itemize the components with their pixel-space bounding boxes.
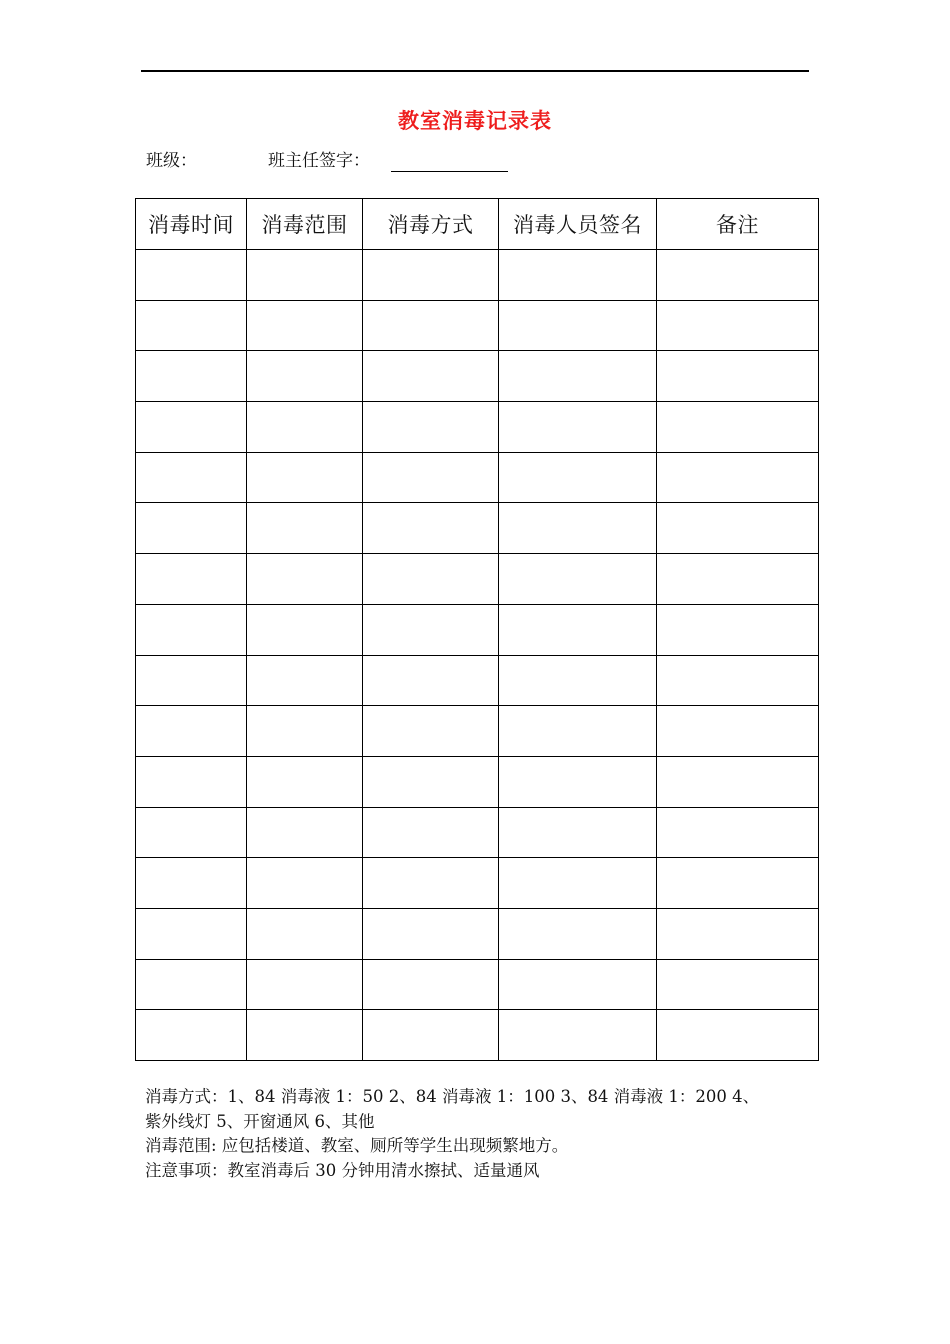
table-cell[interactable] bbox=[657, 604, 819, 655]
meta-row bbox=[0, 146, 950, 176]
table-cell[interactable] bbox=[363, 554, 499, 605]
table-cell[interactable] bbox=[247, 807, 363, 858]
table-cell[interactable] bbox=[657, 908, 819, 959]
table-cell[interactable] bbox=[247, 1010, 363, 1061]
table-header-row bbox=[136, 199, 819, 250]
header-rule bbox=[141, 70, 809, 72]
disinfection-scope-note: 消毒范围: 应包括楼道、教室、厕所等学生出现频繁地方。 bbox=[145, 1136, 569, 1155]
table-cell[interactable] bbox=[363, 959, 499, 1010]
column-header: 消毒方式 bbox=[363, 199, 499, 250]
table-cell[interactable] bbox=[499, 452, 657, 503]
table-cell[interactable] bbox=[136, 452, 247, 503]
table-cell[interactable] bbox=[657, 858, 819, 909]
class-label: 班级： bbox=[146, 151, 197, 171]
table-cell[interactable] bbox=[657, 452, 819, 503]
column-header: 备注 bbox=[657, 199, 819, 250]
disinfection-record-table bbox=[135, 198, 819, 1061]
table-cell[interactable] bbox=[247, 351, 363, 402]
teacher-signature-label: 班主任签字： bbox=[268, 151, 370, 171]
table-cell[interactable] bbox=[136, 250, 247, 301]
table-cell[interactable] bbox=[136, 554, 247, 605]
table-cell[interactable] bbox=[247, 452, 363, 503]
table-row bbox=[136, 959, 819, 1010]
column-header: 消毒人员签名 bbox=[499, 199, 657, 250]
table-cell[interactable] bbox=[247, 959, 363, 1010]
table-cell[interactable] bbox=[499, 554, 657, 605]
table-cell[interactable] bbox=[136, 300, 247, 351]
table-cell[interactable] bbox=[657, 807, 819, 858]
table-cell[interactable] bbox=[363, 858, 499, 909]
table-cell[interactable] bbox=[136, 402, 247, 453]
table-cell[interactable] bbox=[363, 706, 499, 757]
table-cell[interactable] bbox=[363, 503, 499, 554]
table-cell[interactable] bbox=[363, 807, 499, 858]
table-cell[interactable] bbox=[136, 908, 247, 959]
document-title: 教室消毒记录表 bbox=[398, 108, 552, 133]
table-row bbox=[136, 604, 819, 655]
table-cell[interactable] bbox=[657, 250, 819, 301]
table-cell[interactable] bbox=[657, 300, 819, 351]
table-row bbox=[136, 554, 819, 605]
table-cell[interactable] bbox=[247, 655, 363, 706]
disinfection-method-note-line1: 消毒方式：1、84 消毒液 1：50 2、84 消毒液 1：100 3、84 消毒液 1：200 4、 bbox=[145, 1087, 760, 1106]
table-cell[interactable] bbox=[499, 402, 657, 453]
table-cell[interactable] bbox=[363, 756, 499, 807]
table-cell[interactable] bbox=[247, 402, 363, 453]
table-cell[interactable] bbox=[247, 858, 363, 909]
table-cell[interactable] bbox=[136, 807, 247, 858]
table-cell[interactable] bbox=[499, 503, 657, 554]
table-row bbox=[136, 858, 819, 909]
table-cell[interactable] bbox=[499, 756, 657, 807]
table-row bbox=[136, 1010, 819, 1061]
table-cell[interactable] bbox=[363, 655, 499, 706]
disinfection-method-note-line2: 紫外线灯 5、开窗通风 6、其他 bbox=[145, 1111, 375, 1131]
table-row bbox=[136, 250, 819, 301]
table-cell[interactable] bbox=[499, 1010, 657, 1061]
table-cell[interactable] bbox=[247, 706, 363, 757]
table-cell[interactable] bbox=[136, 351, 247, 402]
table-cell[interactable] bbox=[499, 858, 657, 909]
table-cell[interactable] bbox=[657, 756, 819, 807]
table-cell[interactable] bbox=[499, 604, 657, 655]
table-cell[interactable] bbox=[363, 351, 499, 402]
table-cell[interactable] bbox=[657, 706, 819, 757]
table-cell[interactable] bbox=[499, 959, 657, 1010]
table-cell[interactable] bbox=[499, 655, 657, 706]
table-cell[interactable] bbox=[363, 908, 499, 959]
column-header: 消毒时间 bbox=[136, 199, 247, 250]
table-cell[interactable] bbox=[136, 858, 247, 909]
table-cell[interactable] bbox=[657, 503, 819, 554]
table-cell[interactable] bbox=[657, 402, 819, 453]
table-cell[interactable] bbox=[136, 655, 247, 706]
table-cell[interactable] bbox=[657, 554, 819, 605]
caution-note: 注意事项：教室消毒后 30 分钟用清水擦拭、适量通风 bbox=[145, 1160, 540, 1180]
table-cell[interactable] bbox=[363, 250, 499, 301]
table-cell[interactable] bbox=[657, 959, 819, 1010]
table-cell[interactable] bbox=[363, 402, 499, 453]
table-cell[interactable] bbox=[499, 300, 657, 351]
table-row bbox=[136, 655, 819, 706]
table-cell[interactable] bbox=[363, 604, 499, 655]
table-cell[interactable] bbox=[136, 1010, 247, 1061]
table-row bbox=[136, 300, 819, 351]
table-cell[interactable] bbox=[657, 655, 819, 706]
table-row bbox=[136, 807, 819, 858]
table-cell[interactable] bbox=[136, 959, 247, 1010]
table-body bbox=[136, 250, 819, 1061]
table-cell[interactable] bbox=[136, 503, 247, 554]
table-cell[interactable] bbox=[363, 300, 499, 351]
table-cell[interactable] bbox=[247, 503, 363, 554]
table-cell[interactable] bbox=[247, 300, 363, 351]
column-header: 消毒范围 bbox=[247, 199, 363, 250]
table-cell[interactable] bbox=[499, 351, 657, 402]
table-cell[interactable] bbox=[499, 908, 657, 959]
table-cell[interactable] bbox=[247, 908, 363, 959]
table-row bbox=[136, 706, 819, 757]
table-row bbox=[136, 351, 819, 402]
table-row bbox=[136, 402, 819, 453]
table-cell[interactable] bbox=[247, 604, 363, 655]
table-cell[interactable] bbox=[499, 807, 657, 858]
table-cell[interactable] bbox=[247, 554, 363, 605]
table-cell[interactable] bbox=[657, 1010, 819, 1061]
table-cell[interactable] bbox=[363, 452, 499, 503]
table-row bbox=[136, 452, 819, 503]
table-row bbox=[136, 503, 819, 554]
table-cell[interactable] bbox=[247, 250, 363, 301]
table-cell[interactable] bbox=[136, 604, 247, 655]
table-row bbox=[136, 908, 819, 959]
table-cell[interactable] bbox=[136, 756, 247, 807]
table-cell[interactable] bbox=[247, 756, 363, 807]
table-row bbox=[136, 756, 819, 807]
table-cell[interactable] bbox=[657, 351, 819, 402]
table-cell[interactable] bbox=[499, 706, 657, 757]
notes-section bbox=[145, 1085, 817, 1183]
table-cell[interactable] bbox=[499, 250, 657, 301]
table-cell[interactable] bbox=[136, 706, 247, 757]
table-cell[interactable] bbox=[363, 1010, 499, 1061]
teacher-signature-line[interactable] bbox=[391, 171, 508, 172]
